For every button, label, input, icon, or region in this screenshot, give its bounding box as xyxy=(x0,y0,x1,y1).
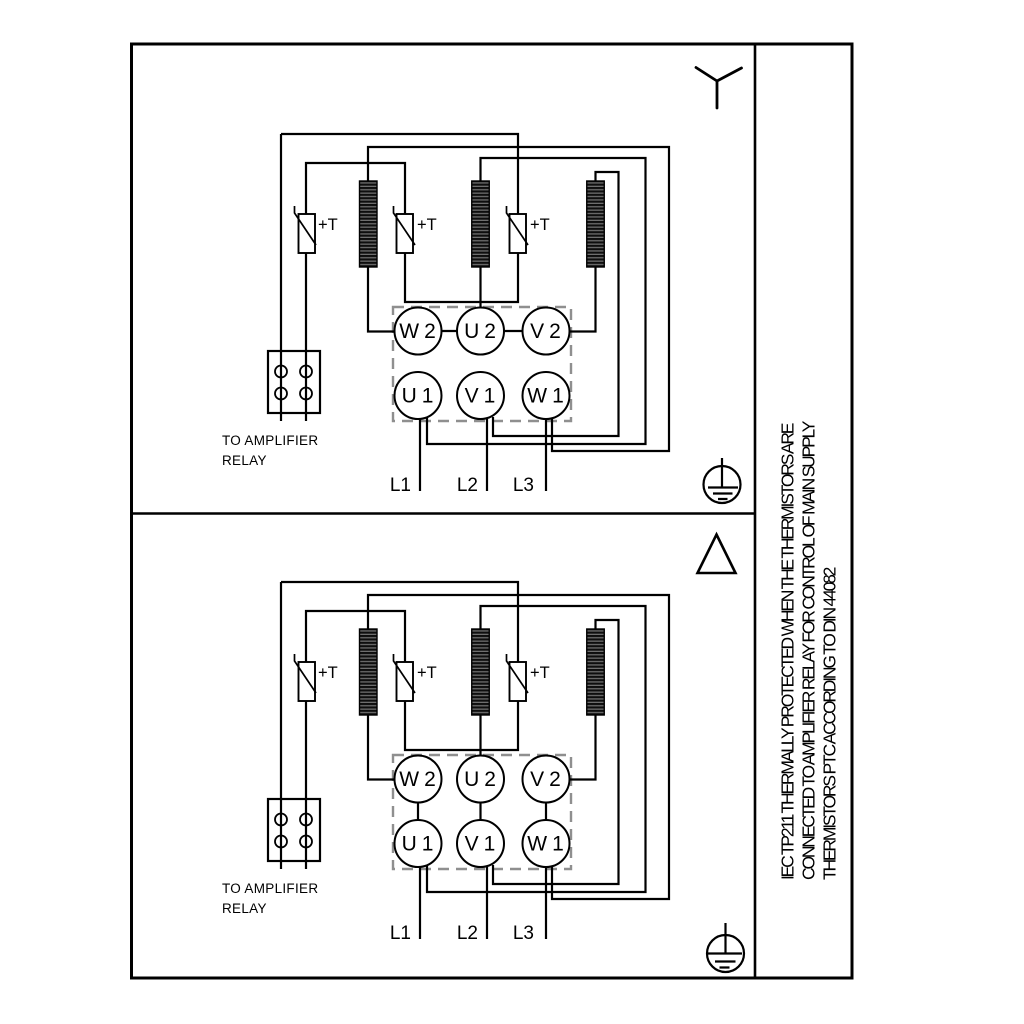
side-note-line1: IEC TP211 THERMALLY PROTECTED WHEN THE THERMISTORS ARE xyxy=(777,424,798,880)
side-note-line3: THERMISTORS PTC ACCORDING TO DIN 44082 xyxy=(819,568,840,880)
side-note-line2: CONNECTED TO AMPLIFIER RELAY FOR CONTROL OF MAIN SUPPLY xyxy=(798,422,819,880)
